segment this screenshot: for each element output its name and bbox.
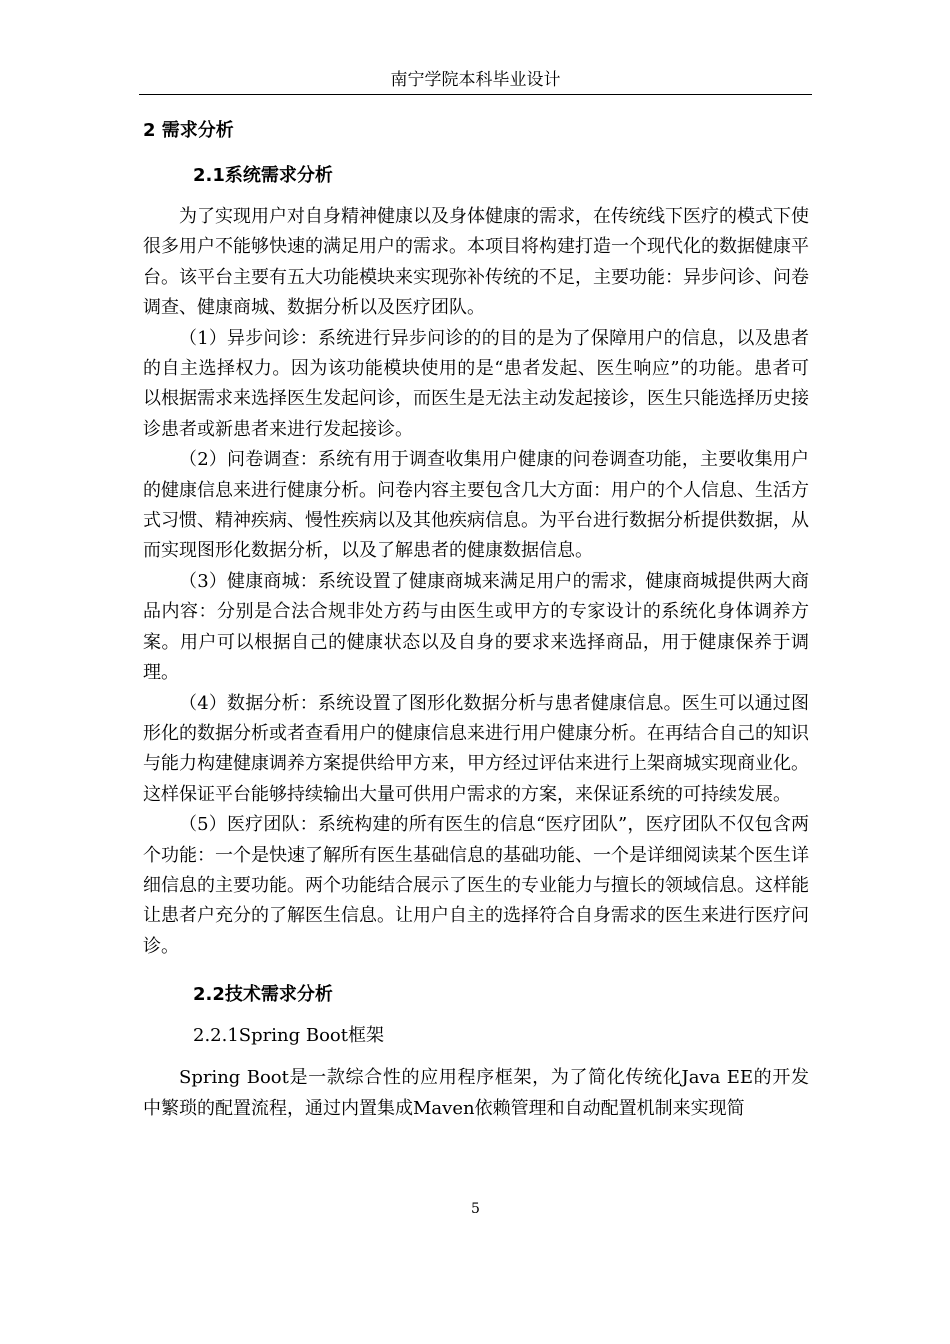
header-rule [139,94,812,95]
page-number: 5 [471,1201,480,1217]
paragraph-intro: 为了实现用户对自身精神健康以及身体健康的需求，在传统线下医疗的模式下使很多用户不能够快速的满足用户的需求。本项目将构建打造一个现代化的数据健康平台。该平台主要有五大功能模块来实现弥补传统的不足，主要功能：异步问诊、问卷调查、健康商城、数据分析以及医疗团队。 [143,206,809,319]
subsubsection-heading-spring-boot: 2.2.1Spring Boot框架 [193,1025,384,1047]
page-content [143,116,809,1124]
subsection-heading-technical-requirements: 2.2技术需求分析 [193,984,333,1006]
paragraph-questionnaire: （2）问卷调查：系统有用于调查收集用户健康的问卷调查功能，主要收集用户的健康信息来进行健康分析。问卷内容主要包含几大方面：用户的个人信息、生活方式习惯、精神疾病、慢性疾病以及其他疾病信息。为平台进行数据分析提供数据，从而实现图形化数据分析，以及了解患者的健康数据信息。 [143,449,809,562]
paragraph-data-analysis: （4）数据分析：系统设置了图形化数据分析与患者健康信息。医生可以通过图形化的数据分析或者查看用户的健康信息来进行用户健康分析。在再结合自己的知识与能力构建健康调养方案提供给甲方来，甲方经过评估来进行上架商城实现商业化。这样保证平台能够持续输出大量可供用户需求的方案，来保证系统的可持续发展。 [143,692,809,805]
paragraph-async-consultation: （1）异步问诊：系统进行异步问诊的的目的是为了保障用户的信息，以及患者的自主选择权力。因为该功能模块使用的是“患者发起、医生响应”的功能。患者可以根据需求来选择医生发起问诊，而医生是无法主动发起接诊，医生只能选择历史接诊患者或新患者来进行发起接诊。 [143,327,809,440]
paragraph-medical-team: （5）医疗团队：系统构建的所有医生的信息“医疗团队”，医疗团队不仅包含两个功能：一个是快速了解所有医生基础信息的基础功能、一个是详细阅读某个医生详细信息的主要功能。两个功能结合展示了医生的专业能力与擅长的领域信息。这样能让患者户充分的了解医生信息。让用户自主的选择符合自身需求的医生来进行医疗问诊。 [143,814,809,957]
paragraph-spring-boot: Spring Boot是一款综合性的应用程序框架，为了简化传统化Java EE的开发中繁琐的配置流程，通过内置集成Maven依赖管理和自动配置机制来实现简 [143,1067,809,1119]
subsection-heading-system-requirements: 2.1系统需求分析 [193,165,333,186]
page-header: 南宁学院本科毕业设计 [390,70,561,90]
section-heading: 2 需求分析 [143,120,234,141]
paragraph-health-mall: （3）健康商城：系统设置了健康商城来满足用户的需求，健康商城提供两大商品内容：分别是合法合规非处方药与由医生或甲方的专家设计的系统化身体调养方案。用户可以根据自己的健康状态以及自身的要求来选择商品，用于健康保养于调理。 [143,570,809,684]
